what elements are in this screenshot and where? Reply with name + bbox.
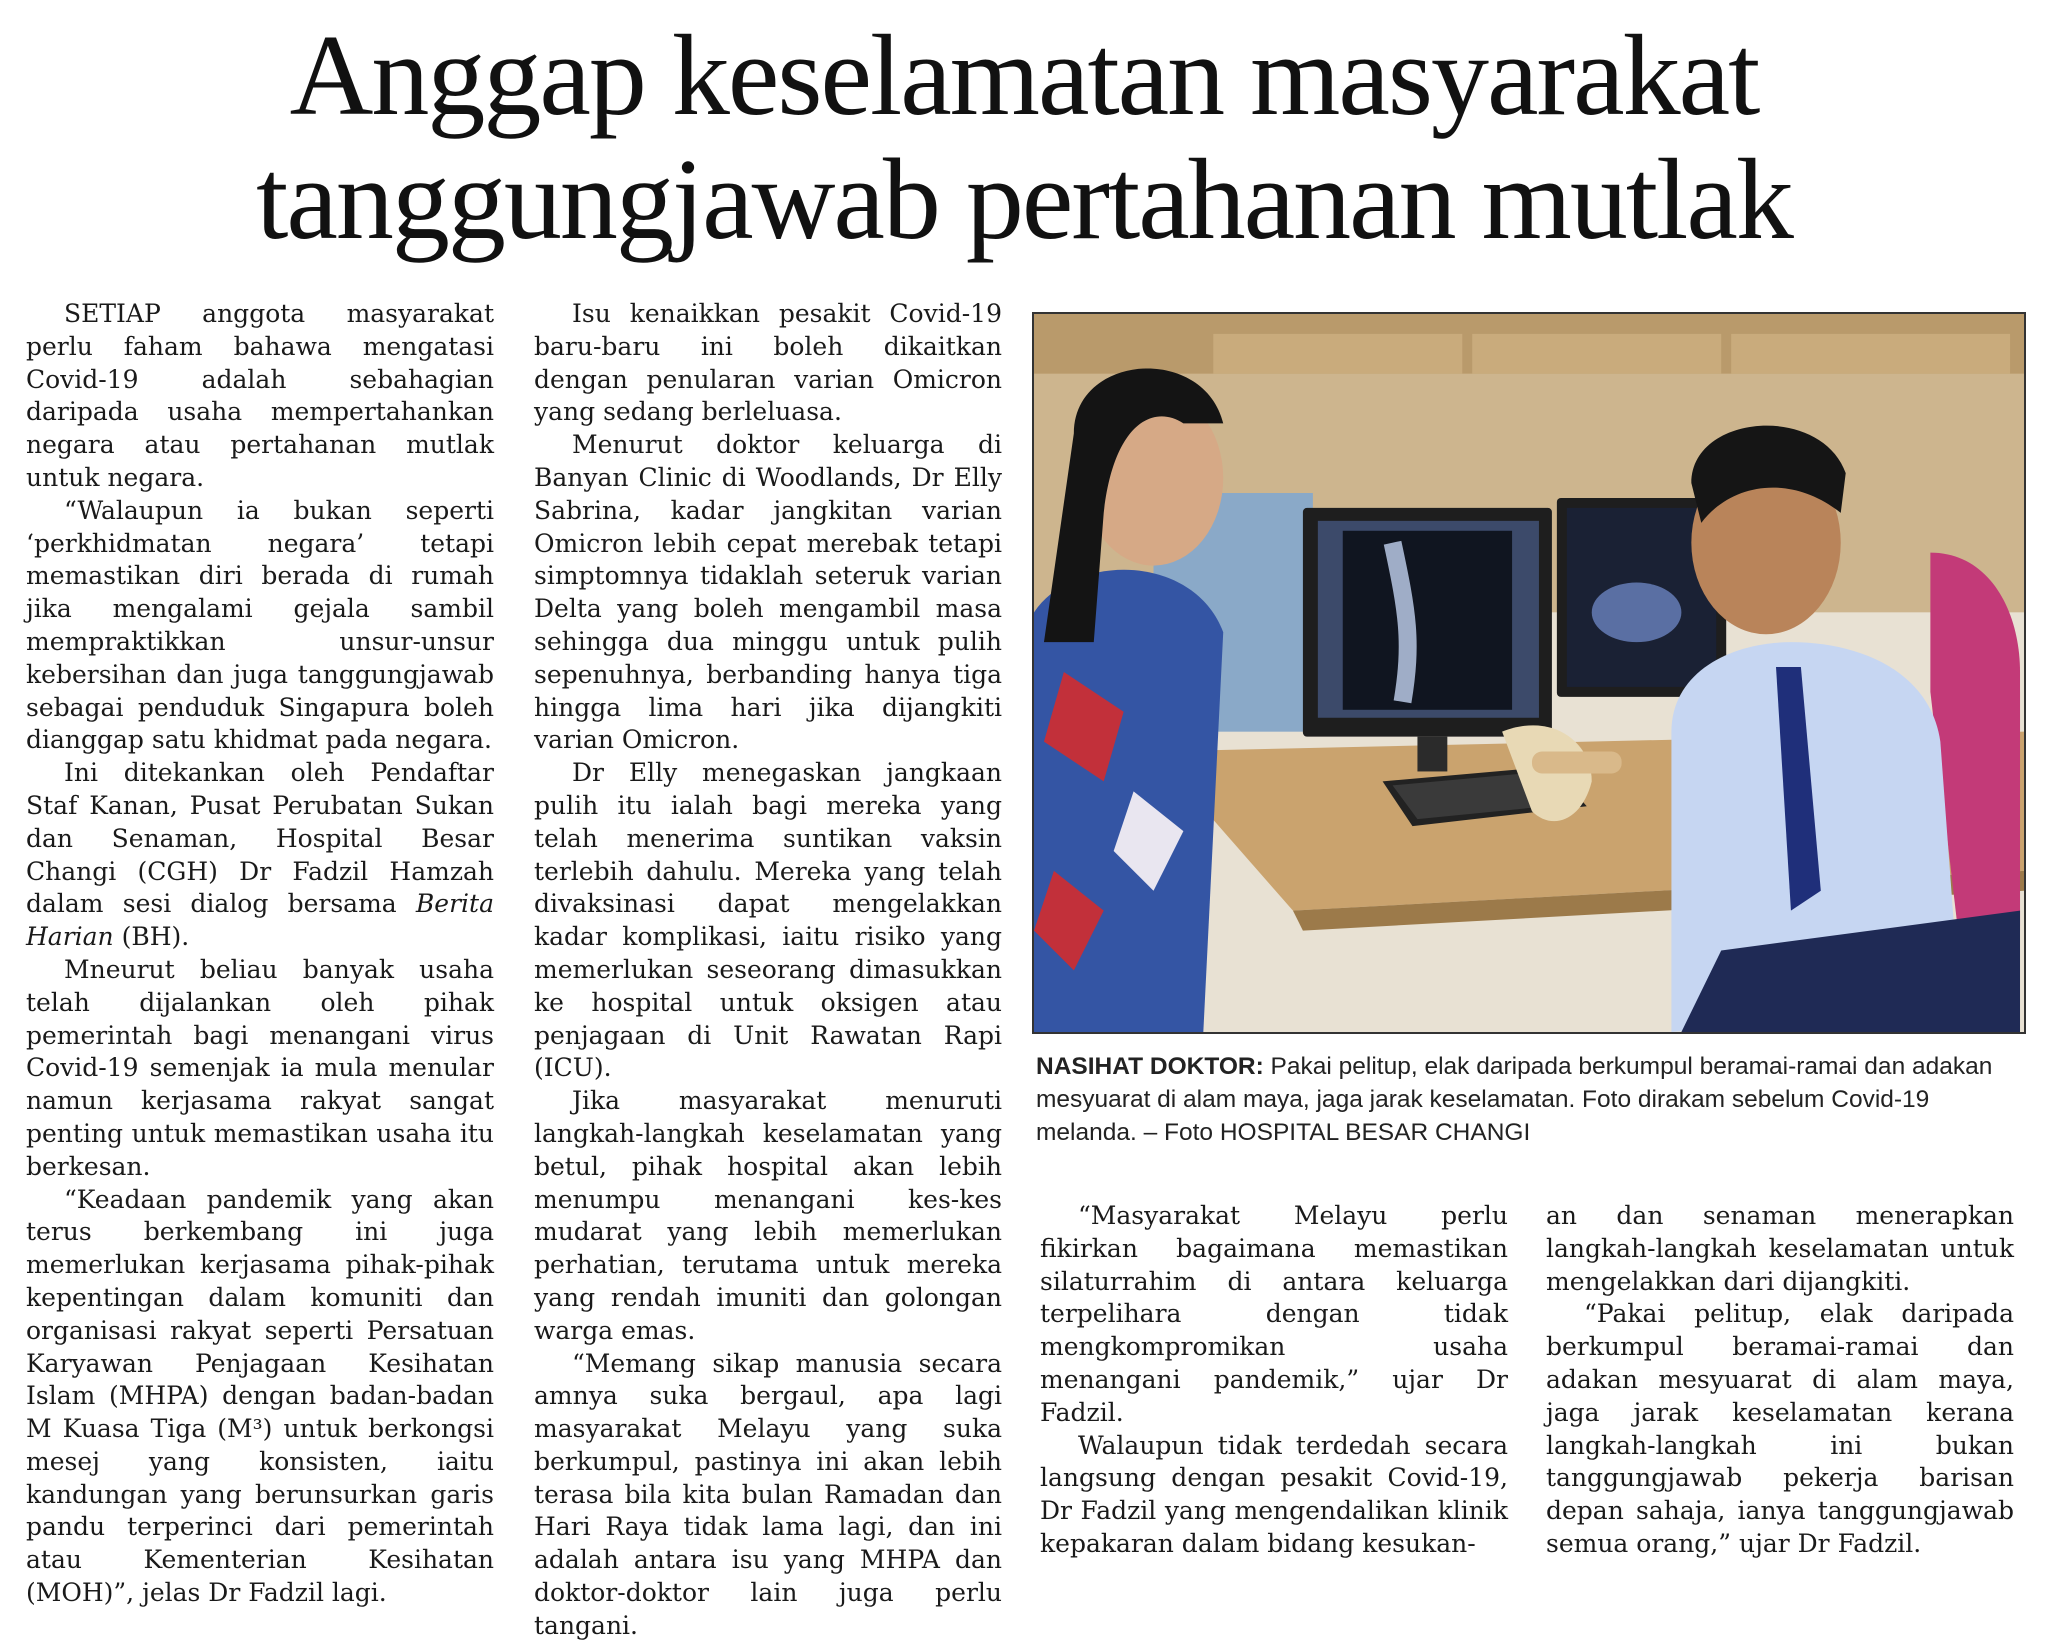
publication-name: Berita Harian xyxy=(26,889,494,952)
paragraph: “Keadaan pandemik yang akan terus berkembang ini juga memerlukan kerjasama pihak-pihak kepentingan dalam komuniti dan organisasi rakyat seperti Persatuan Karyawan Penjagaan Kesihatan Islam (MHPA) dengan badan-badan M Kuasa Tiga (M³) untuk berkongsi mesej yang konsisten, iaitu kandungan yang berunsurkan garis pandu terperinci dari pemerintah atau Kementerian Kesihatan (MOH)”, jelas Dr Fadzil lagi. xyxy=(26,1184,494,1608)
headline-line-1: Anggap keselamatan masyarakat xyxy=(289,12,1759,140)
article-column-1 xyxy=(26,298,494,1610)
headline-line-2: tanggungjawab pertahanan mutlak xyxy=(256,136,1792,264)
paragraph: an dan senaman menerapkan langkah-langkah keselamatan untuk mengelakkan dari dijangkiti. xyxy=(1546,1201,2014,1296)
headline xyxy=(0,14,2048,262)
article-photo xyxy=(1032,312,2026,1034)
paragraph: Walaupun tidak terdedah secara langsung dengan pesakit Covid-19, Dr Fadzil yang mengendalikan klinik kepakaran dalam bidang kesukan- xyxy=(1040,1430,1508,1558)
article-column-2 xyxy=(534,298,1002,1643)
article-column-3 xyxy=(1040,1200,1508,1561)
caption-text: Pakai pelitup, elak daripada berkumpul beramai-ramai dan adakan mesyuarat di alam maya, jaga jarak keselamatan. Foto dirakam sebelum Covid-19 melanda. – Foto HOSPITAL BESAR CHANGI xyxy=(1036,1053,1993,1146)
paragraph: Jika masyarakat menuruti langkah-langkah keselamatan yang betul, pihak hospital akan lebih menumpu menangani kes-kes mudarat yang lebih memerlukan perhatian, terutama untuk mereka yang rendah imuniti dan golongan warga emas. xyxy=(534,1086,1002,1345)
paragraph: Menurut doktor keluarga di Banyan Clinic di Woodlands, Dr Elly Sabrina, kadar jangkitan varian Omicron lebih cepat merebak tetapi simptomnya tidaklah seteruk varian Delta yang boleh mengambil masa sehingga dua minggu untuk pulih sepenuhnya, berbanding hanya tiga hingga lima hari jika dijangkiti varian Omicron. xyxy=(534,430,1002,755)
paragraph: Isu kenaikkan pesakit Covid-19 baru-baru ini boleh dikaitkan dengan penularan varian Omicron yang sedang berleluasa. xyxy=(534,299,1002,427)
paragraph: SETIAP anggota masyarakat perlu faham bahawa mengatasi Covid-19 adalah sebahagian daripada usaha mempertahankan negara atau pertahanan mutlak untuk negara. xyxy=(26,299,494,492)
article-column-4 xyxy=(1546,1200,2014,1561)
paragraph-text: (BH). xyxy=(113,922,190,952)
paragraph: “Masyarakat Melayu perlu fikirkan bagaimana memastikan silaturrahim di antara keluarga terpelihara dengan tidak mengkompromikan usaha menangani pandemik,” ujar Dr Fadzil. xyxy=(1040,1201,1508,1427)
paragraph: Dr Elly menegaskan jangkaan pulih itu ialah bagi mereka yang telah menerima suntikan vaksin terlebih dahulu. Mereka yang telah divaksinasi dapat mengelakkan kadar komplikasi, iaitu risiko yang memerlukan seseorang dimasukkan ke hospital untuk oksigen atau penjagaan di Unit Rawatan Rapi (ICU). xyxy=(534,758,1002,1083)
paragraph: “Memang sikap manusia secara amnya suka bergaul, apa lagi masyarakat Melayu yang suka berkumpul, pastinya ini akan lebih terasa bila kita bulan Ramadan dan Hari Raya tidak lama lagi, dan ini adalah antara isu yang MHPA dan doktor-doktor lain juga perlu tangani. xyxy=(534,1348,1002,1640)
paragraph: “Pakai pelitup, elak daripada berkumpul beramai-ramai dan adakan mesyuarat di alam maya, jaga jarak keselamatan kerana langkah-langkah ini bukan tanggungjawab pekerja barisan depan sahaja, ianya tanggungjawab semua orang,” ujar Dr Fadzil. xyxy=(1546,1299,2014,1558)
photo-caption xyxy=(1036,1050,2026,1149)
paragraph xyxy=(26,757,494,954)
paragraph: “Walaupun ia bukan seperti ‘perkhidmatan negara’ tetapi memastikan diri berada di rumah jika mengalami gejala sambil mempraktikkan unsur-unsur kebersihan dan juga tanggungjawab sebagai penduduk Singapura boleh dianggap satu khidmat pada negara. xyxy=(26,495,494,755)
paragraph: Mneurut beliau banyak usaha telah dijalankan oleh pihak pemerintah bagi menangani virus Covid-19 semenjak ia mula menular namun kerjasama rakyat sangat penting untuk memastikan usaha itu berkesan. xyxy=(26,954,494,1181)
paragraph-text: Ini ditekankan oleh Pendaftar Staf Kanan, Pusat Perubatan Sukan dan Senaman, Hospital Besar Changi (CGH) Dr Fadzil Hamzah dalam sesi dialog bersama xyxy=(26,758,494,919)
caption-lead: NASIHAT DOKTOR: xyxy=(1036,1053,1264,1080)
